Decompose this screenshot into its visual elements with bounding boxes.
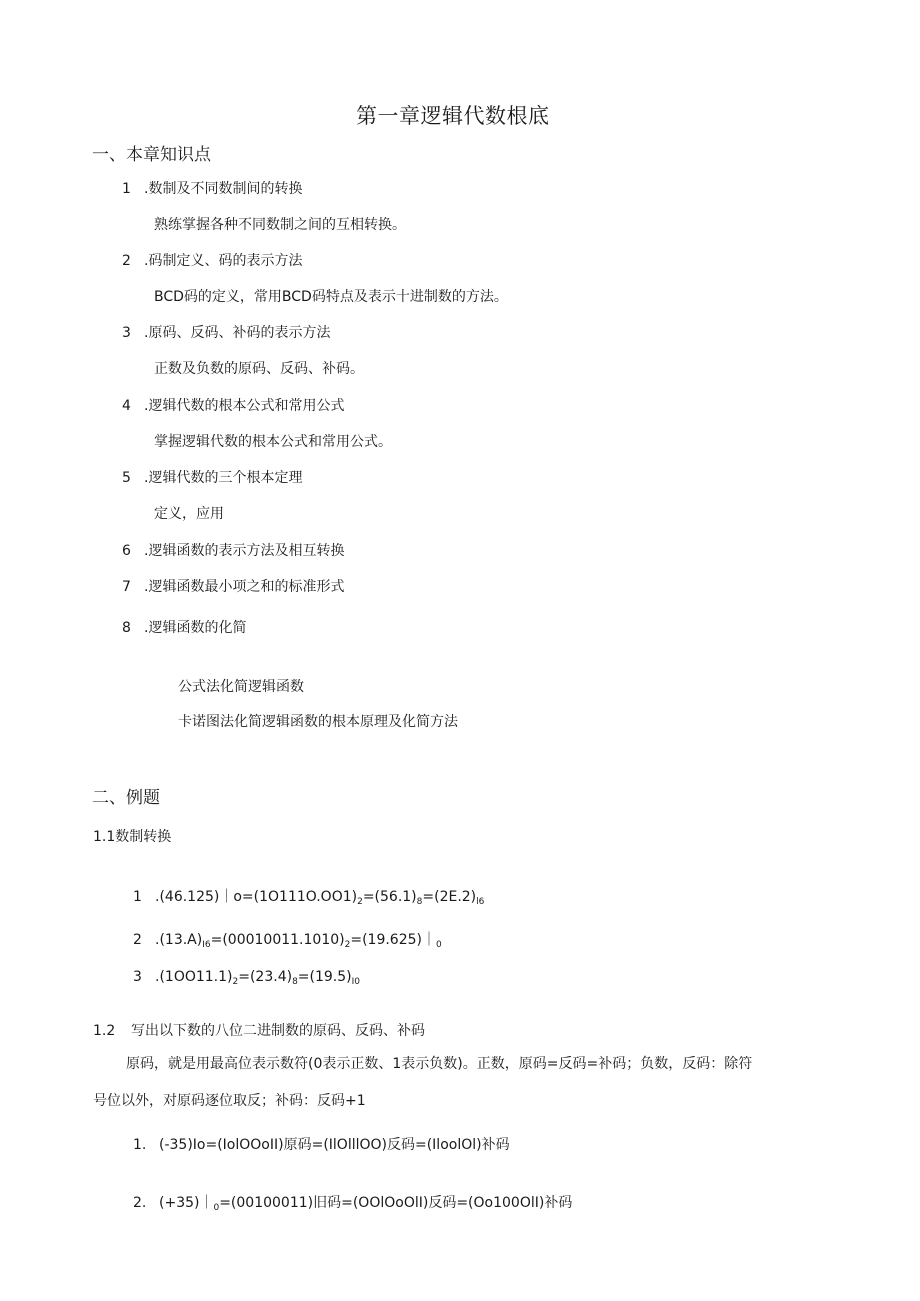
base-subscript: I6 xyxy=(202,940,211,950)
item-number: 5 xyxy=(122,470,131,486)
line-number: 2 xyxy=(133,932,142,948)
formula-text: .(1OO11.1) xyxy=(155,969,233,985)
item-detail: 正数及负数的原码、反码、补码。 xyxy=(154,361,364,377)
conversion-line xyxy=(133,886,484,907)
list-item xyxy=(122,395,344,415)
item-number: 3 xyxy=(122,325,131,341)
item-label: .逻辑代数的三个根本定理 xyxy=(144,470,303,486)
item-detail: 熟练掌握各种不同数制之间的互相转换。 xyxy=(154,217,406,233)
code-line xyxy=(133,1134,510,1154)
item-label: .逻辑函数最小项之和的标准形式 xyxy=(144,579,345,595)
base-subscript: 2 xyxy=(344,940,351,950)
item-label: .逻辑代数的根本公式和常用公式 xyxy=(144,398,345,414)
item-number: 8 xyxy=(122,620,131,636)
list-item xyxy=(122,322,330,342)
item-detail: BCD码的定义，常用BCD码特点及表示十进制数的方法。 xyxy=(154,289,508,305)
item-subpoint: 卡诺图法化简逻辑函数的根本原理及化简方法 xyxy=(178,714,458,730)
base-subscript: 0 xyxy=(213,1203,220,1213)
formula-text: =(00010011.1010) xyxy=(210,932,345,948)
example-heading: 写出以下数的八位二进制数的原码、反码、补码 xyxy=(131,1023,425,1039)
base-subscript: 8 xyxy=(292,977,298,987)
line-number: 2. xyxy=(133,1195,147,1211)
item-number: 2 xyxy=(122,253,131,269)
item-number: 1 xyxy=(122,181,131,197)
base-subscript: 2 xyxy=(232,977,239,987)
formula-text: =(19.625)｜ xyxy=(350,932,436,948)
item-number: 7 xyxy=(122,579,131,595)
base-subscript: I0 xyxy=(351,977,361,987)
item-label: .逻辑函数的化简 xyxy=(144,620,247,636)
formula-text: =(56.1) xyxy=(362,889,417,905)
line-number: 1. xyxy=(133,1137,147,1153)
item-label: .码制定义、码的表示方法 xyxy=(144,253,303,269)
list-item xyxy=(122,250,302,270)
list-item xyxy=(122,467,302,487)
conversion-line xyxy=(133,929,442,950)
formula-text: =(2E.2) xyxy=(422,889,477,905)
item-detail: 定义，应用 xyxy=(154,506,224,522)
formula-text: =(23.4) xyxy=(238,969,293,985)
formula-text: .(13.A) xyxy=(155,932,203,948)
formula-text: (-35)Io=(IolOOoII)原码=(IlOlllOO)反码=(IloolOl)补码 xyxy=(159,1137,510,1153)
item-subpoint: 公式法化简逻辑函数 xyxy=(178,679,304,695)
item-number: 4 xyxy=(122,398,131,414)
item-number: 6 xyxy=(122,543,131,559)
explanation-paragraph: 号位以外，对原码逐位取反；补码：反码+1 xyxy=(93,1093,366,1109)
example-title xyxy=(93,1020,425,1040)
formula-text: .(46.125)｜o=(1O111O.OO1) xyxy=(155,889,358,905)
base-subscript: l6 xyxy=(476,897,485,907)
formula-text: =(00100011)旧码=(OOlOoOlI)反码=(Oo100OlI)补码 xyxy=(219,1195,573,1211)
item-label: .逻辑函数的表示方法及相互转换 xyxy=(144,543,345,559)
example-number: 1.2 xyxy=(93,1023,116,1039)
section-heading-knowledge: 一、本章知识点 xyxy=(92,145,211,165)
line-number: 3 xyxy=(133,969,142,985)
list-item xyxy=(122,617,246,637)
item-detail: 掌握逻辑代数的根本公式和常用公式。 xyxy=(154,434,392,450)
example-title: 1.1数制转换 xyxy=(93,829,172,845)
list-item xyxy=(122,576,344,596)
item-label: .原码、反码、补码的表示方法 xyxy=(144,325,331,341)
conversion-line xyxy=(133,969,360,987)
base-subscript: 2 xyxy=(357,897,363,907)
page-title: 第一章逻辑代数根底 xyxy=(356,104,550,128)
code-line xyxy=(133,1192,572,1213)
formula-text: (+35)｜ xyxy=(159,1195,214,1211)
line-number: 1 xyxy=(133,889,142,905)
base-subscript: 0 xyxy=(435,940,442,950)
formula-text: =(19.5) xyxy=(297,969,352,985)
section-heading-examples: 二、例题 xyxy=(92,788,160,808)
list-item xyxy=(122,540,344,560)
base-subscript: 8 xyxy=(416,897,423,907)
list-item xyxy=(122,178,302,198)
item-label: .数制及不同数制间的转换 xyxy=(144,181,303,197)
explanation-paragraph: 原码，就是用最高位表示数符(0表示正数、1表示负数)。正数，原码=反码=补码；负数，反码：除符 xyxy=(126,1056,753,1072)
